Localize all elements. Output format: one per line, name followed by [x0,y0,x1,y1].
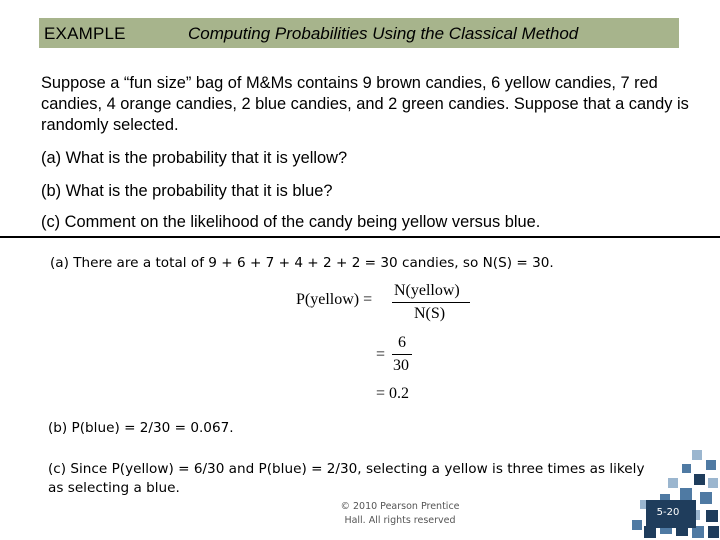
probability-equation [296,282,496,402]
slide-number: 5-20 [656,507,680,518]
fraction-bar-2 [392,354,412,355]
result-value: = 0.2 [376,385,410,402]
denominator-30: 30 [393,357,409,374]
copyright-notice: © 2010 Pearson Prentice Hall. All rights reserved [340,501,460,526]
equals-sign-2: = [376,346,386,363]
problem-intro: Suppose a “fun size” bag of M&Ms contains 9 brown candies, 6 yellow candies, 7 red candies, 4 orange candies, 2 blue candies, and 2 green candies. Suppose that a candy is randomly selected. [41,74,689,134]
question-a: (a) What is the probability that it is yellow? [41,149,348,167]
problem-statement [41,73,701,136]
slide-title: Computing Probabilities Using the Classical Method [188,24,579,43]
numerator-n-yellow: N(yellow) [394,282,460,299]
solution-b: (b) P(blue) = 2/30 = 0.067. [48,420,234,436]
solution-c: (c) Since P(yellow) = 6/30 and P(blue) = 2/30, selecting a yellow is three times as likely as selecting a blue. [48,461,645,496]
question-b: (b) What is the probability that it is blue? [41,182,333,200]
section-divider [0,236,720,238]
equation-lhs: P(yellow) = [296,291,373,308]
question-c: (c) Comment on the likelihood of the candy being yellow versus blue. [41,213,541,231]
numerator-6: 6 [398,334,406,351]
solution-a: (a) There are a total of 9 + 6 + 7 + 4 + 2 + 2 = 30 candies, so N(S) = 30. [50,255,554,271]
header-bar [39,18,679,48]
denominator-n-s: N(S) [414,305,446,322]
corner-decoration [630,448,720,540]
fraction-bar-1 [392,302,470,303]
example-label: EXAMPLE [44,24,126,43]
